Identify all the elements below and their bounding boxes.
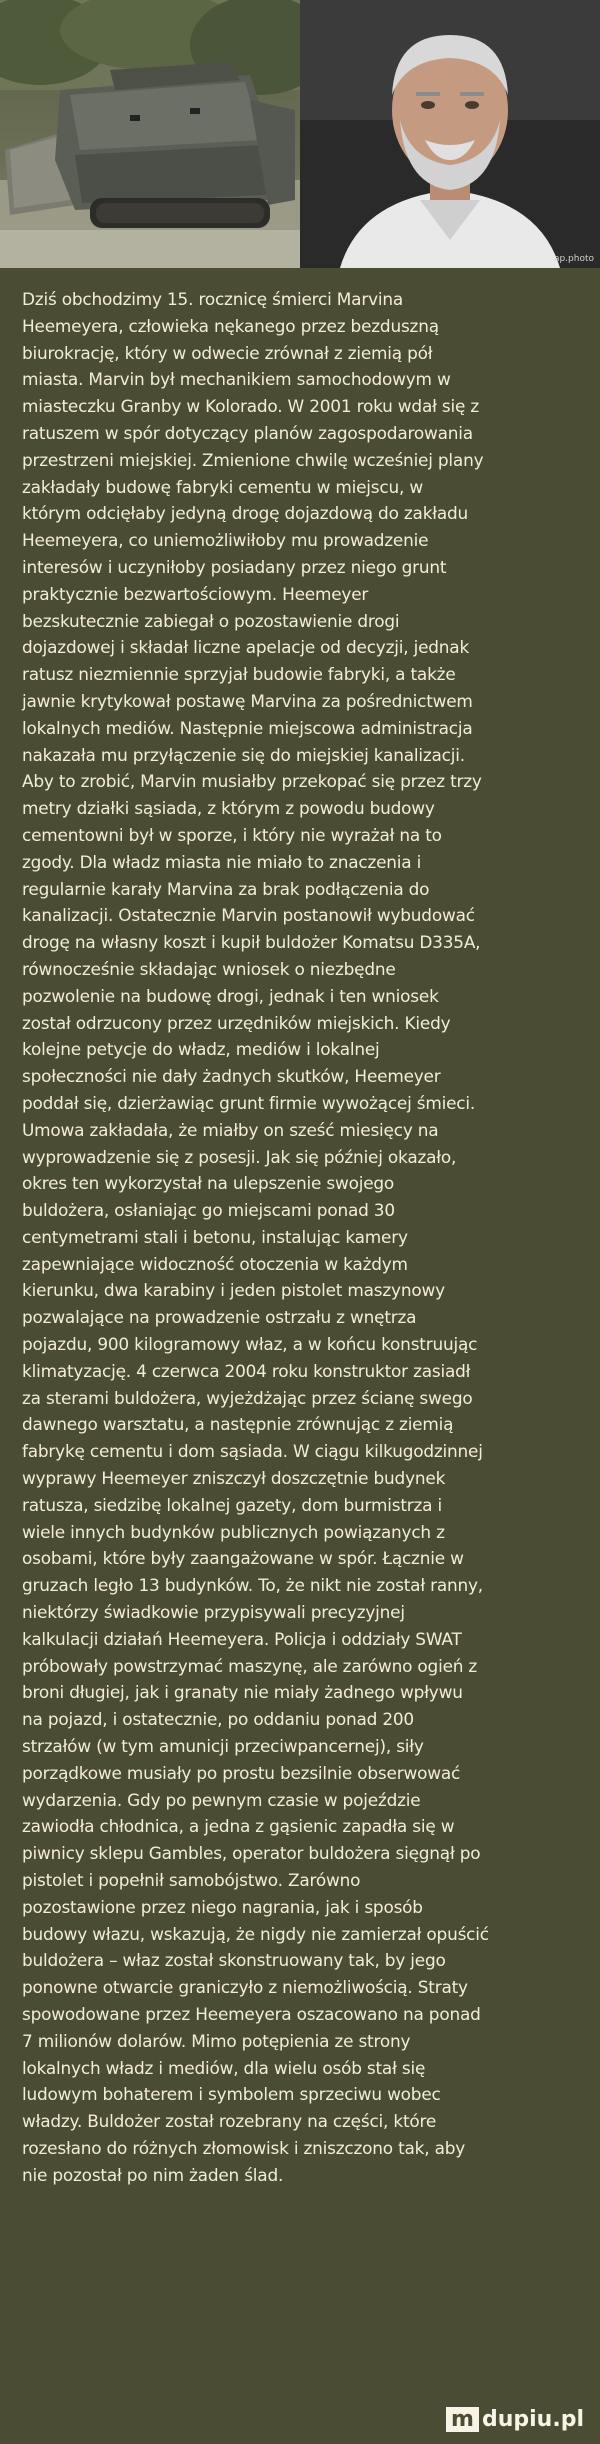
portrait-photo — [300, 0, 600, 268]
portrait-illustration — [300, 0, 600, 268]
photo-credit: ap.photo — [553, 254, 594, 264]
site-watermark[interactable] — [446, 2407, 584, 2432]
bulldozer-photo — [0, 0, 300, 268]
watermark-logo-mark: m — [446, 2407, 479, 2432]
article-text: Dziś obchodzimy 15. rocznicę śmierci Marvina Heemeyera, człowieka nękanego przez bezduszną biurokrację, który w odwecie zrównał z ziemią pół miasta. Marvin był mechanikiem samochodowym w miasteczku Granby w Kolorado. W 2001 roku wdał się z ratuszem w spór dotyczący planów zagospodarowania przestrzeni miejskiej. Zmienione chwilę wcześniej plany zakładały budowę fabryki cementu w miejscu, w którym odcięłaby jedyną drogę dojazdową do zakładu Heemeyera, co uniemożliwiłoby mu prowadzenie interesów i uczyniłoby posiadany przez niego grunt praktycznie bezwartościowym. Heemeyer bezskutecznie zabiegał o pozostawienie drogi dojazdowej i składał liczne apelacje od decyzji, jednak ratusz niezmiennie sprzyjał budowie fabryki, a także jawnie krytykował postawę Marvina za pośrednictwem lokalnych mediów. Następnie miejscowa administracja nakazała mu przyłączenie się do miejskiej kanalizacji. Aby to zrobić, Marvin musiałby przekopać się przez trzy metry działki sąsiada, z którym z powodu budowy cementowni był w sporze, i który nie wyrażał na to zgody. Dla władz miasta nie miało to znaczenia i regularnie karały Marvina za brak podłączenia do kanalizacji. Ostatecznie Marvin postanowił wybudować drogę na własny koszt i kupił buldożer Komatsu D335A, równocześnie składając wniosek o niezbędne pozwolenie na budowę drogi, jednak i ten wniosek został odrzucony przez urzędników miejskich. Kiedy kolejne petycje do władz, mediów i lokalnej społeczności nie dały żadnych skutków, Heemeyer poddał się, dzierżawiąc grunt firmie wywożącej śmieci. Umowa zakładała, że miałby on sześć miesięcy na wyprowadzenie się z posesji. Jak się później okazało, okres ten wykorzystał na ulepszenie swojego buldożera, osłaniając go miejscami ponad 30 centymetrami stali i betonu, instalując kamery zapewniające widoczność otoczenia w każdym kierunku, dwa karabiny i jeden pistolet maszynowy pozwalające na prowadzenie ostrzału z wnętrza pojazdu, 900 kilogramowy właz, a w końcu konstruując klimatyzację. 4 czerwca 2004 roku konstruktor zasiadł za sterami buldożera, wyjeżdżając przez ścianę swego dawnego warsztatu, a następnie zrównując z ziemią fabrykę cementu i dom sąsiada. W ciągu kilkugodzinnej wyprawy Heemeyer zniszczył doszczętnie budynek ratusza, siedzibę lokalnej gazety, dom burmistrza i wiele innych budynków publicznych powiązanych z osobami, które były zaangażowane w spór. Łącznie w gruzach legło 13 budynków. To, że nikt nie został ranny, niektórzy świadkowie przypisywali precyzyjnej kalkulacji działań Heemeyera. Policja i oddziały SWAT próbowały powstrzymać maszynę, ale zarówno ogień z broni długiej, jak i granaty nie miały żadnego wpływu na pojazd, i ostatecznie, po oddaniu ponad 200 strzałów (w tym amunicji przeciwpancernej), siły porządkowe musiały po prostu bezsilnie obserwować wydarzenia. Gdy po pewnym czasie w pojeździe zawiodła chłodnica, a jedna z gąsienic zapadła się w piwnicy sklepu Gambles, operator buldożera sięgnął po pistolet i popełnił samobójstwo. Zarówno pozostawione przez niego nagrania, jak i sposób budowy włazu, wskazują, że nigdy nie zamierzał opuścić buldożera – właz został skonstruowany tak, by jego ponowne otwarcie graniczyło z niemożliwością. Straty spowodowane przez Heemeyera oszacowano na ponad 7 milionów dolarów. Mimo potępienia ze strony lokalnych władz i mediów, dla wielu osób stał się ludowym bohaterem i symbolem sprzeciwu wobec władzy. Buldożer został rozebrany na części, które rozesłano do różnych złomowisk i zniszczono tak, aby nie pozostał po nim żaden ślad. — [22, 289, 489, 2185]
header-photos — [0, 0, 600, 268]
watermark-text: dupiu.pl — [481, 2407, 584, 2432]
bulldozer-illustration — [0, 0, 300, 268]
